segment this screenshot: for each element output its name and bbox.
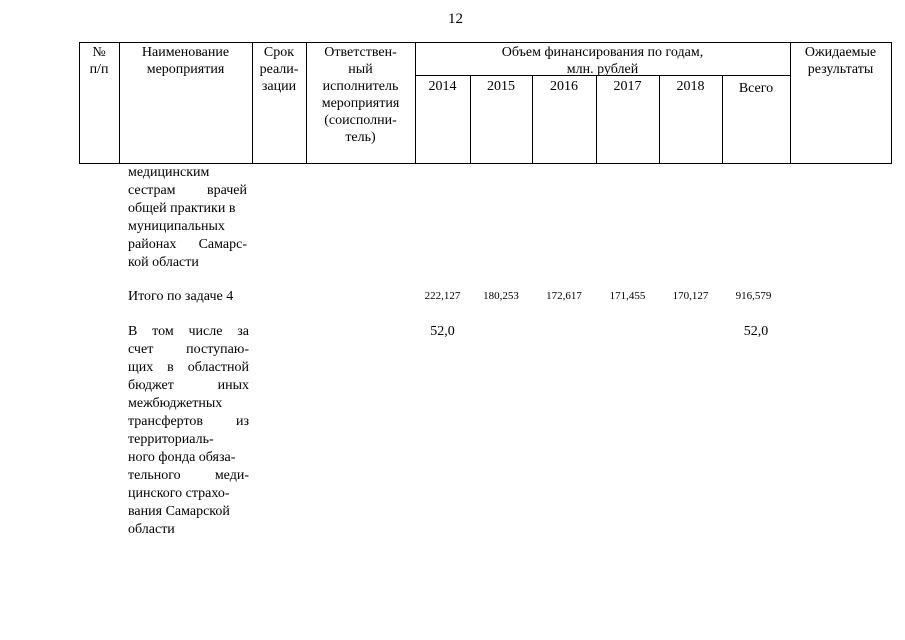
total-value-2018: 170,127: [672, 290, 709, 302]
year-header: 2015: [487, 79, 515, 94]
total-value-all: 916,579: [735, 290, 772, 302]
total-row-label: Итого по задаче 4: [128, 289, 234, 304]
year-header: 2014: [428, 79, 457, 94]
year-header: 2018: [676, 79, 705, 94]
year-header: 2016: [550, 79, 578, 94]
total-value-2016: 172,617: [546, 290, 582, 302]
continuation-text: медицинским сестрам врачей общей практики в муниципальных районах Самарс- кой области: [128, 165, 247, 270]
header-term: Срок реали- зации: [259, 45, 299, 94]
total-value-2014: 222,127: [424, 290, 461, 302]
col-divider: [891, 42, 892, 164]
header-results: Ожидаемые результаты: [804, 45, 877, 77]
header-number: № п/п: [89, 45, 109, 77]
header-funding: Объем финансирования по годам, млн. рублей: [501, 45, 704, 77]
including-value-2014: 52,0: [430, 324, 455, 339]
including-row-label: В том числе за счет поступаю- щих в областной бюджет иных межбюджетных трансфертов из территориаль- ного фонда обяза- тельного меди- цинского страхо- вания Самарской области: [128, 324, 249, 537]
table-top-border: [79, 42, 892, 43]
header-name: Наименование мероприятия: [141, 45, 230, 77]
header-responsible: Ответствен- ный исполнитель мероприятия (соисполни- тель): [321, 45, 400, 145]
year-header: 2017: [613, 79, 642, 94]
total-value-2017: 171,455: [609, 290, 646, 302]
page-number: 12: [448, 11, 463, 27]
including-value-total: 52,0: [743, 324, 769, 339]
total-header: Всего: [738, 81, 774, 96]
total-value-2015: 180,253: [483, 290, 519, 302]
